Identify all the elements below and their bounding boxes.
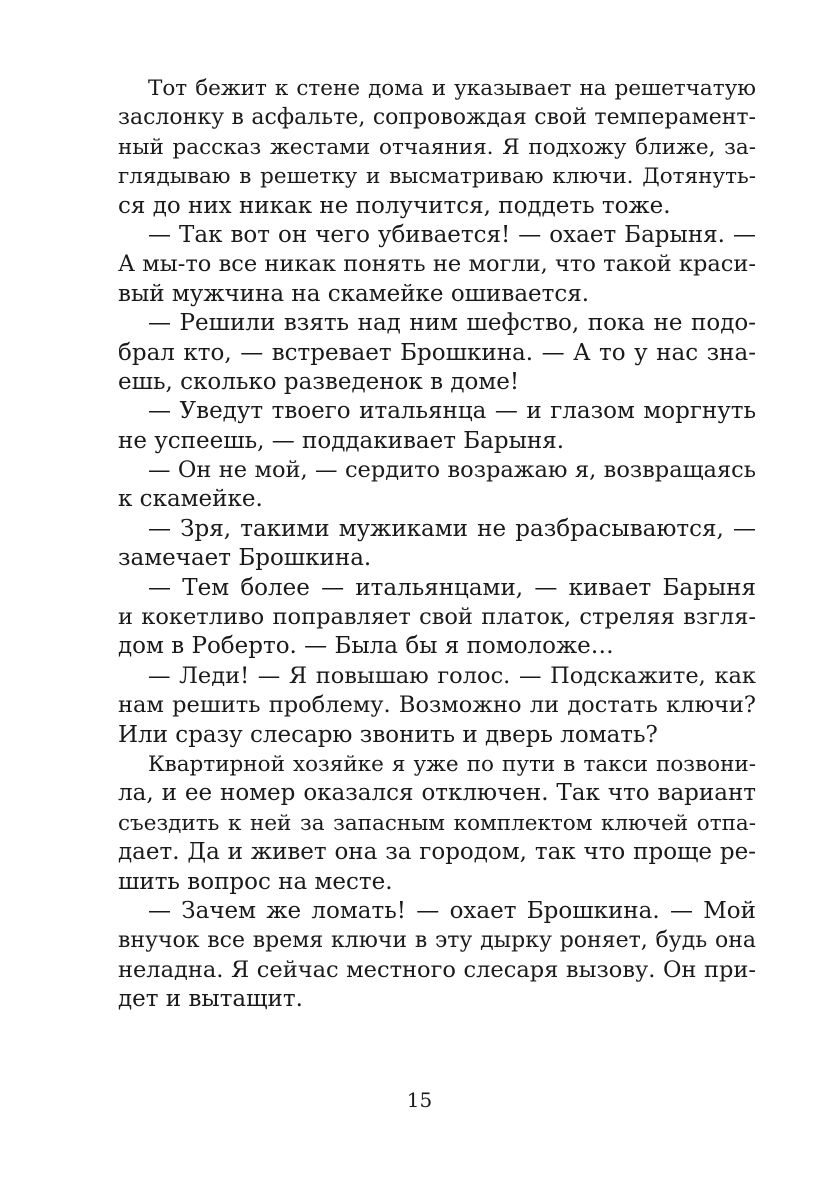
text-line: вый мужчина на скамейке ошивается.	[118, 280, 590, 307]
paragraph	[118, 456, 756, 515]
paragraph	[118, 574, 756, 662]
text-line: — Леди! — Я повышаю голос. — Подскажите, как	[148, 662, 756, 689]
text-line: брал кто, — встревает Брошкина. — А то у нас зна-	[118, 339, 756, 366]
text-line: ся до них никак не получится, поддеть тоже.	[118, 192, 671, 219]
page-number: 15	[406, 1088, 433, 1112]
text-line: — Зачем же ломать! — охает Брошкина. — Мой	[148, 897, 756, 924]
paragraph	[118, 309, 756, 397]
paragraph	[118, 897, 756, 1015]
text-line: внучок все время ключи в эту дырку роняет, будь она	[118, 928, 756, 954]
text-line: к скамейке.	[118, 486, 263, 513]
text-line: ла, и ее номер оказался отключен. Так что вариант	[118, 780, 756, 807]
text-line: ный рассказ жестами отчаяния. Я подхожу ближе, за-	[118, 134, 756, 160]
text-line: и кокетливо поправляет свой платок, стреляя взгля-	[118, 604, 756, 631]
text-line: нам решить проблему. Возможно ли достать ключи?	[118, 692, 756, 719]
paragraph	[118, 397, 756, 456]
text-line: Или сразу слесарю звонить и дверь ломать?	[118, 721, 658, 748]
paragraph	[118, 221, 756, 309]
paragraph	[118, 74, 756, 221]
paragraph	[118, 515, 756, 574]
text-line: замечает Брошкина.	[118, 545, 372, 572]
text-line: — Решили взять над ним шефство, пока не подо-	[148, 310, 756, 337]
paragraph	[118, 750, 756, 897]
text-line: — Тем более — итальянцами, — кивает Барыня	[148, 574, 756, 601]
text-line: дает. Да и живет она за городом, так что проще ре-	[118, 839, 756, 866]
text-line: — Так вот он чего убивается! — охает Барыня. —	[148, 221, 756, 248]
text-line: дом в Роберто. — Была бы я помоложе…	[118, 633, 614, 660]
text-line: заслонку в асфальте, сопровождая свой темперамент-	[118, 105, 756, 131]
page-text-body	[118, 74, 756, 1015]
text-line: дет и вытащит.	[118, 986, 303, 1013]
text-line: А мы-то все никак понять не могли, что такой краси-	[118, 251, 756, 278]
paragraph	[118, 662, 756, 750]
text-line: — Зря, такими мужиками не разбрасываются, —	[148, 515, 756, 542]
text-line: Тот бежит к стене дома и указывает на решетчатую	[148, 76, 756, 101]
text-line: — Он не мой, — сердито возражаю я, возвращаясь	[148, 457, 756, 484]
text-line: Квартирной хозяйке я уже по пути в такси позвони-	[148, 751, 756, 777]
text-line: — Уведут твоего итальянца — и глазом моргнуть	[148, 398, 756, 425]
text-line: шить вопрос на месте.	[118, 868, 393, 895]
text-line: не успеешь, — поддакивает Барыня.	[118, 427, 565, 454]
text-line: глядываю в решетку и высматриваю ключи. Дотянуть-	[118, 164, 756, 190]
text-line: неладна. Я сейчас местного слесаря вызову. Он при-	[118, 956, 756, 983]
text-line: съездить к ней за запасным комплектом ключей отпа-	[118, 810, 756, 836]
text-line: ешь, сколько разведенок в доме!	[118, 368, 520, 395]
